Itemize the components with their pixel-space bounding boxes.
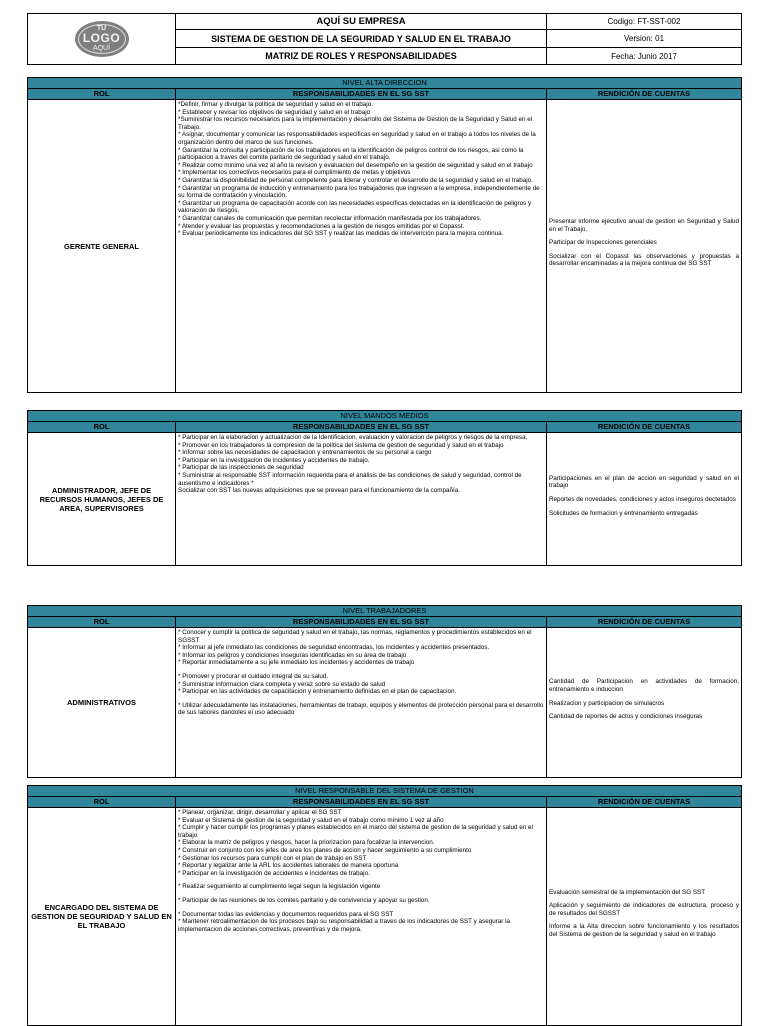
role-name: ADMINISTRADOR, JEFE DE RECURSOS HUMANOS, JEFES DE AREA, SUPERVISORES [28, 433, 176, 566]
resp-item: * Cumplir y hacer cumplir los programas y planes establecidos en el marco del sistema de gestion de la seguridad y salud en el trabajo [178, 824, 533, 839]
acc-item: Solicitudes de formacion y entrenamiento entregadas [549, 509, 698, 517]
responsibilities-list [176, 628, 547, 778]
company-logo: TU LOGO AQUÍ [75, 21, 129, 57]
acc-item: Presentar informe ejecutivo anual de gestion en Seguridad y Salud en el Trabajo. [549, 218, 740, 233]
acc-item: Evaluación semestral de la implementación del SG SST [549, 888, 706, 896]
resp-item: * Documentar todas las evidencias y documentos requeridos para el SG SST [178, 910, 394, 918]
resp-item: Socializar con SST las nuevas adquisiciones que se prevean para el funcionamiento de la compañía. [178, 487, 461, 495]
resp-item: * Planear, organizar, dirigir, desarrollar y aplicar el SG SST [178, 809, 342, 816]
resp-item: * Conocer y cumplir la política de seguridad y salud en el trabajo, las normas, reglamentos y procedimientos establecidos en el SGSST [178, 629, 532, 644]
column-header-rol: ROL [28, 422, 176, 433]
resp-item: * Participar en la elaboracion y actualizacion de la Identificacion, evaluacion y valoracion de peligros y riesgos de la empresa. [178, 434, 528, 441]
resp-item: *Suministrar los recursos necesarios para la implementación y desarrollo del Sistema de Gestion de la Seguridad y Salud en el Trabajo. [178, 116, 533, 131]
column-header-rol: ROL [28, 797, 176, 808]
acc-item: Cantidad de reportes de actos y condiciones inseguras [549, 713, 703, 721]
company-name: AQUÍ SU EMPRESA [176, 14, 547, 30]
resp-item: * Participar de las reuniones de los comites paritario y de convivencia y apoyar su gestion. [178, 896, 430, 904]
column-header-rol: ROL [28, 89, 176, 100]
column-header-resp: RESPONSABILIDADES EN EL SG SST [176, 89, 547, 100]
section-responsable-sistema [27, 785, 742, 1026]
resp-item: * Promover y procurar el cuidado integral de su salud. [178, 672, 329, 680]
resp-item: *Definir, firmar y divulgar la política de seguridad y salud en el trabajo. [178, 101, 373, 108]
column-header-acc: RENDICIÓN DE CUENTAS [547, 89, 742, 100]
acc-item: Reportes de novedades, condiciones y actos inseguros dectetados [549, 496, 736, 503]
resp-item: * Atender y evaluar las propuestas y recomendaciones a la gestión de riesgos emitidas por el Copasst. [178, 222, 465, 230]
resp-item: * Evaluar periódicamente los indicadores del SG SST y realizar las medidas de intervención para la mejora continua. [178, 230, 504, 238]
resp-item: * Informar al jefe inmediato las condiciones de seguridad encontradas, los incidentes y accidentes presentados. [178, 644, 490, 652]
document-date: Fecha: Junio 2017 [547, 48, 742, 65]
resp-item: * Informar sobre las necesidades de capacitacion y entrenamientos de su personal a cargo [178, 449, 432, 457]
column-header-resp: RESPONSABILIDADES EN EL SG SST [176, 617, 547, 628]
resp-item: * Participar en la investigación de accidentes e incidentes de trabajo. [178, 869, 370, 877]
role-name: ADMINISTRATIVOS [28, 628, 176, 778]
section-mandos-medios [27, 410, 742, 566]
resp-item: * Participar de las inspecciones de seguridad [178, 464, 304, 472]
resp-item: * Informar los peligros y condiciones inseguras identificadas en su área de trabajo [178, 651, 407, 659]
responsibilities-list [176, 100, 547, 393]
level-title: NIVEL RESPONSABLE DEL SISTEMA DE GESTION [28, 786, 742, 797]
logo-cell [28, 14, 176, 65]
acc-item: Cantidad de Participacion en actividades de formacion, entrenamiento e induccion [549, 678, 740, 693]
resp-item: * Participar en las actividades de capacitacion y entrenamiento definidas en el plan de capacitacion. [178, 688, 457, 696]
resp-item: * Realizar como minimo una vez al año la revision y evaluacion del desempeño en la gestión de seguridad y salud en el trabajo [178, 161, 533, 169]
accountability-list [547, 628, 742, 778]
acc-item: Participar de Inspecciones gerenciales [549, 239, 657, 247]
matrix-title: MATRIZ DE ROLES Y RESPONSABILIDADES [176, 48, 547, 65]
resp-item: * Participar en la investigacion de incidentes y accidentes de trabajo. [178, 456, 370, 464]
section-trabajadores [27, 605, 742, 778]
resp-item: * Construir en conjunto con los jefes de area los planes de accion y hacer seguimiento a su cumplimiento [178, 846, 472, 854]
resp-item: * Reportar inmediatamente a su jefe inmediato los incidentes y accidentes de trabajo [178, 659, 415, 667]
level-title: NIVEL TRABAJADORES [28, 606, 742, 617]
column-header-acc: RENDICIÓN DE CUENTAS [547, 797, 742, 808]
level-title: NIVEL MANDOS MEDIOS [28, 411, 742, 422]
resp-item: * Reportar y legalizar ante la ARL los accidentes laborales de manera oportuna [178, 862, 399, 870]
system-title: SISTEMA DE GESTION DE LA SEGURIDAD Y SALUD EN EL TRABAJO [176, 30, 547, 48]
resp-item: * Garantizar un programa de inducción y entrenamiento para los trabajadores que ingresen a la empresa, independientemente de su forma de contratación y vinculación. [178, 184, 540, 200]
accountability-list [547, 433, 742, 566]
column-header-acc: RENDICIÓN DE CUENTAS [547, 617, 742, 628]
resp-item: * Gestionar los recursos para cumplir con el plan de trabajo en SST [178, 854, 367, 862]
resp-item: * Promover en los trabajadores la compresion de la política del sistema de gestion de seguridad y salud en el trabajo [178, 441, 504, 449]
resp-item: * Suministrar informacion clara completa y veraz sobre su estado de salud [178, 680, 386, 688]
responsibilities-list [176, 433, 547, 566]
role-name: GERENTE GENERAL [28, 100, 176, 393]
resp-item: * Asignar, documentar y comunicar las responsabilidades especificas en seguridad y salud en el trabajo a todos los niveles de la organización dentro del marco de sus funciones. [178, 131, 536, 146]
resp-item: * Implementar los correctivos necesarios para el cumplimiento de metas y objetivos [178, 169, 411, 177]
accountability-list [547, 100, 742, 393]
role-name: ENCARGADO DEL SISTEMA DE GESTION DE SEGURIDAD Y SALUD EN EL TRABAJO [28, 808, 176, 1026]
acc-item: Aplicación y seguimiento de indicadores de estructura, proceso y de resultados del SGSST [549, 902, 739, 917]
level-title: NIVEL ALTA DIRECCION [28, 78, 742, 89]
column-header-acc: RENDICIÓN DE CUENTAS [547, 422, 742, 433]
document-header [27, 13, 742, 65]
responsibilities-list [176, 808, 547, 1026]
acc-item: Socializar con el Copasst las observaciones y propuestas a desarrollar encaminadas a la mejora continua del SG SST [549, 252, 740, 268]
section-alta-direccion [27, 77, 742, 393]
resp-item: * Garantizar canales de comunicación que permitan recolectar información manifestada por los trabajadores. [178, 214, 482, 222]
column-header-resp: RESPONSABILIDADES EN EL SG SST [176, 797, 547, 808]
acc-item: Realizacion y participacion de simulacros [549, 699, 665, 707]
acc-item: Participaciones en el plan de accion en seguridad y salud en el trabajo [549, 474, 740, 490]
resp-item: * Evaluar el Sistema de gestion de la seguridad y salud en el trabajo como mínimo 1 vez al año [178, 816, 444, 824]
column-header-rol: ROL [28, 617, 176, 628]
resp-item: * Realizar seguimiento al cumplimiento legal segun la legislación vigente [178, 883, 381, 891]
resp-item: * Garantizar la consulta y participación de los trabajadores en la identificación de peligros control de los riesgos, asi como la participacion a traves del comite paritario de seguridad y salud en el trabajo. [178, 146, 524, 162]
acc-item: Informe a la Alta direccion sobre funcionamiento y los resultados del Sistema de gestion de la seguridad y salud en el trabajo [549, 923, 739, 938]
document-version: Version: 01 [547, 30, 742, 48]
resp-item: * Elaborar la matriz de peligros y riesgos, hacer la priorizacion para focalizar la intervencion. [178, 839, 435, 847]
resp-item: * Garantizar la disponibilidad de personal competente para liderar y controlar el desarrollo de la seguridad y salud en el trabajo. [178, 176, 533, 184]
document-code: Codigo: FT-SST-002 [547, 14, 742, 30]
accountability-list [547, 808, 742, 1026]
resp-item: * Mantener retroalimentacion de los procesos bajo su responsabilidad a traves de los indicadores de SST y asegurar la implementacion de acciones correctivas, preventivas y de mejora. [178, 918, 511, 933]
resp-item: * Establecer y revisar los objetivos de seguridad y salud en el trabajo [178, 108, 371, 116]
resp-item: * Utilizar adecuadamente las instalaciones, herramientas de trabajo, equipos y elementos de protección personal para el desarrollo de sus labores dandoles el uso adecuado [178, 701, 544, 717]
column-header-resp: RESPONSABILIDADES EN EL SG SST [176, 422, 547, 433]
resp-item: * Suministrar al responsable SST información requerida para el análisis de las condiciones de salud y seguridad, control de ausentismo e indicadores * [178, 471, 522, 487]
resp-item: * Garantizar un programa de capacitación acorde con las necesidades específicas detectadas en la identificación de peligros y valoración de riesgos. [178, 199, 532, 215]
